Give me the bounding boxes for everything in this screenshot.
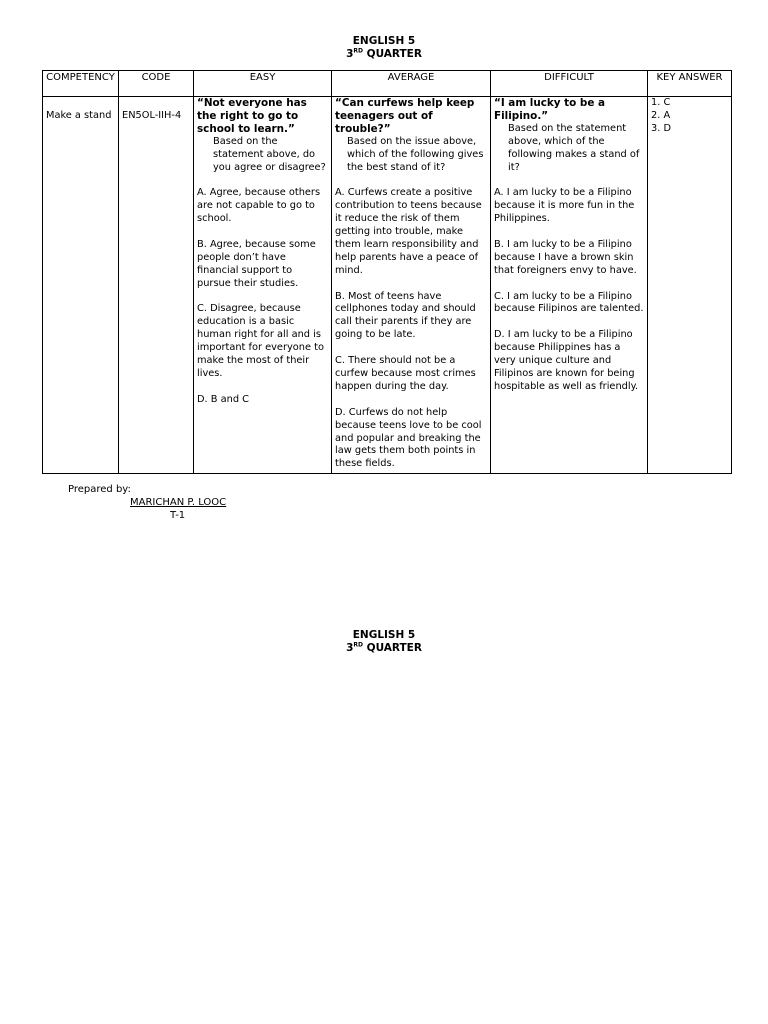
average-option-b: B. Most of teens have cellphones today and should call their parents if they are going to be late. [335,290,476,341]
page2-title-subject: ENGLISH 5 [352,629,416,641]
title-subject: ENGLISH 5 [352,35,416,47]
easy-cell [194,97,332,474]
header-average: AVERAGE [332,71,491,97]
average-cell [332,97,491,474]
page2-quarter-word: QUARTER [362,642,422,654]
quarter-word: QUARTER [362,48,422,60]
key-answer-1: 1. C [651,97,671,108]
prepared-by-label: Prepared by: [68,484,131,495]
page-title [0,35,768,61]
assessment-table [42,70,732,474]
table-row [43,97,732,474]
key-answer-cell [648,97,732,474]
table-header-row [43,71,732,97]
difficult-cell [491,97,648,474]
header-key-answer: KEY ANSWER [648,71,732,97]
page2-quarter-ordinal: RD [353,641,363,649]
key-answer-2: 2. A [651,109,671,121]
difficult-option-b: B. I am lucky to be a Filipino because I have a brown skin that foreigners envy to have. [494,238,637,276]
easy-option-b: B. Agree, because some people don’t have financial support to pursue their studies. [197,238,316,289]
easy-option-c: C. Disagree, because education is a basic human right for all and is important for everyone to make the most of their lives. [197,303,324,379]
code-cell [119,97,194,474]
header-difficult: DIFFICULT [491,71,648,97]
preparer-name: MARICHAN P. LOOC [130,497,227,508]
average-option-c: C. There should not be a curfew because most crimes happen during the day. [335,355,476,392]
average-question: “Can curfews help keep teenagers out of trouble?” [335,97,475,135]
easy-option-d: D. B and C [197,393,249,405]
page2-quarter-number: 3 [346,642,354,654]
preparer-role: T-1 [170,510,186,521]
page2-title [0,629,768,655]
code-text: EN5OL-IIH-4 [122,110,182,121]
average-option-d: D. Curfews do not help because teens love to be cool and popular and breaking the law gets them both points in these fields. [335,406,482,470]
competency-text: Make a stand [46,110,112,121]
competency-cell [43,97,119,474]
quarter-number: 3 [346,48,354,60]
difficult-option-d: D. I am lucky to be a Filipino because Philippines has a very unique culture and Filipinos are known for being hospitable as well as friendly. [494,329,639,392]
difficult-option-c: C. I am lucky to be a Filipino because Filipinos are talented. [494,290,644,315]
difficult-prompt: Based on the statement above, which of the following makes a stand of it? [508,122,640,173]
average-option-a: A. Curfews create a positive contribution to teens because it reduce the risk of them getting into trouble, make them learn responsibility and help parents have a peace of mind. [335,187,482,276]
easy-prompt: Based on the statement above, do you agree or disagree? [213,135,326,173]
difficult-option-a: A. I am lucky to be a Filipino because it is more fun in the Philippines. [494,187,635,225]
page2-title-quarter [0,642,768,655]
header-competency: COMPETENCY [43,71,119,97]
average-prompt: Based on the issue above, which of the following gives the best stand of it? [347,135,484,173]
quarter-ordinal: RD [353,47,363,55]
header-easy: EASY [194,71,332,97]
easy-option-a: A. Agree, because others are not capable to go to school. [197,187,321,225]
easy-question: “Not everyone has the right to go to school to learn.” [197,97,307,135]
header-code: CODE [119,71,194,97]
title-quarter [0,48,768,61]
difficult-question: “I am lucky to be a Filipino.” [494,97,606,122]
key-answer-3: 3. D [651,122,672,134]
